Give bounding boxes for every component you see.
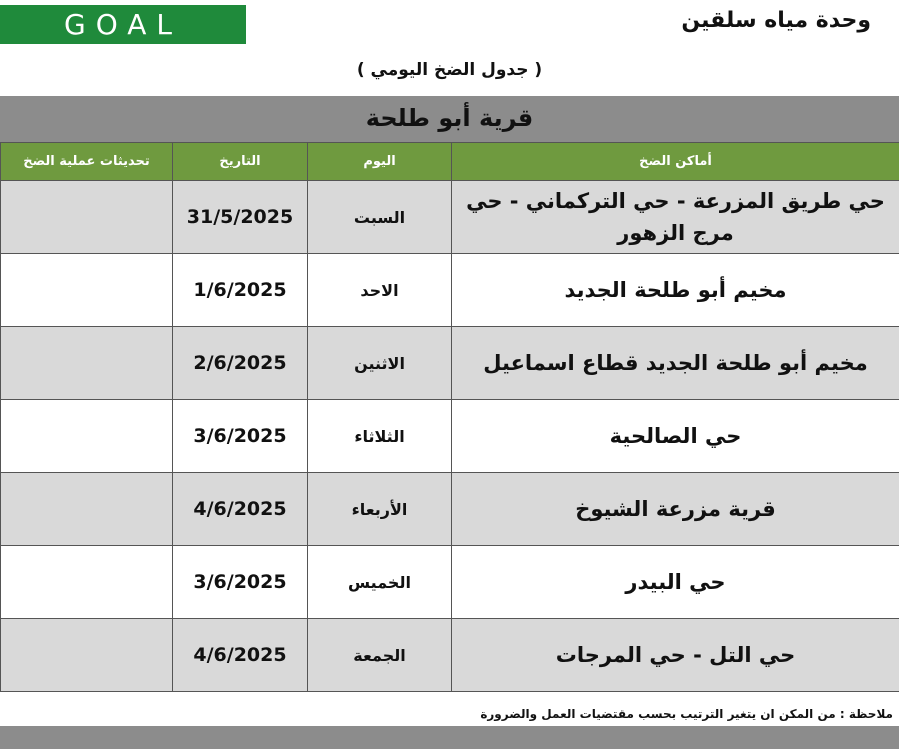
day-cell: الخميس xyxy=(308,546,452,619)
table-row xyxy=(1,254,899,327)
pumping-schedule-table xyxy=(0,142,899,692)
update-cell xyxy=(1,181,173,254)
date-cell: 31/5/2025 xyxy=(173,181,308,254)
update-cell xyxy=(1,546,173,619)
day-cell: الثلاثاء xyxy=(308,400,452,473)
day-cell: الاحد xyxy=(308,254,452,327)
place-cell: مخيم أبو طلحة الجديد قطاع اسماعيل xyxy=(452,327,899,400)
day-cell: السبت xyxy=(308,181,452,254)
day-cell: الأربعاء xyxy=(308,473,452,546)
date-cell: 1/6/2025 xyxy=(173,254,308,327)
table-row xyxy=(1,181,899,254)
place-cell: مخيم أبو طلحة الجديد xyxy=(452,254,899,327)
footer-bar xyxy=(0,726,899,749)
unit-name: وحدة مياه سلقين xyxy=(681,8,871,33)
update-cell xyxy=(1,619,173,692)
day-cell: الجمعة xyxy=(308,619,452,692)
column-header-day: اليوم xyxy=(308,143,452,181)
table-row xyxy=(1,619,899,692)
table-row xyxy=(1,400,899,473)
column-header-updates: تحديثات عملية الضخ xyxy=(1,143,173,181)
place-cell: حي طريق المزرعة - حي التركماني - حي مرج الزهور xyxy=(452,181,899,254)
note-text: ملاحظة : من المكن ان يتغير الترتيب بحسب مقتضيات العمل والضرورة xyxy=(480,707,893,721)
table-row xyxy=(1,546,899,619)
place-cell: حي التل - حي المرجات xyxy=(452,619,899,692)
day-cell: الاثنين xyxy=(308,327,452,400)
update-cell xyxy=(1,400,173,473)
date-cell: 3/6/2025 xyxy=(173,400,308,473)
date-cell: 4/6/2025 xyxy=(173,473,308,546)
place-cell: حي البيدر xyxy=(452,546,899,619)
logo xyxy=(0,5,246,44)
place-cell: قرية مزرعة الشيوخ xyxy=(452,473,899,546)
update-cell xyxy=(1,473,173,546)
date-cell: 2/6/2025 xyxy=(173,327,308,400)
update-cell xyxy=(1,327,173,400)
column-header-date: التاريخ xyxy=(173,143,308,181)
place-cell: حي الصالحية xyxy=(452,400,899,473)
table-row xyxy=(1,473,899,546)
column-header-places: أماكن الضخ xyxy=(452,143,899,181)
schedule-title: ( جدول الضخ اليومي ) xyxy=(356,60,543,80)
date-cell: 3/6/2025 xyxy=(173,546,308,619)
logo-text: GOAL xyxy=(64,8,182,41)
update-cell xyxy=(1,254,173,327)
table-header-row xyxy=(1,143,899,181)
village-name: قرية أبو طلحة xyxy=(0,96,899,142)
table-row xyxy=(1,327,899,400)
date-cell: 4/6/2025 xyxy=(173,619,308,692)
